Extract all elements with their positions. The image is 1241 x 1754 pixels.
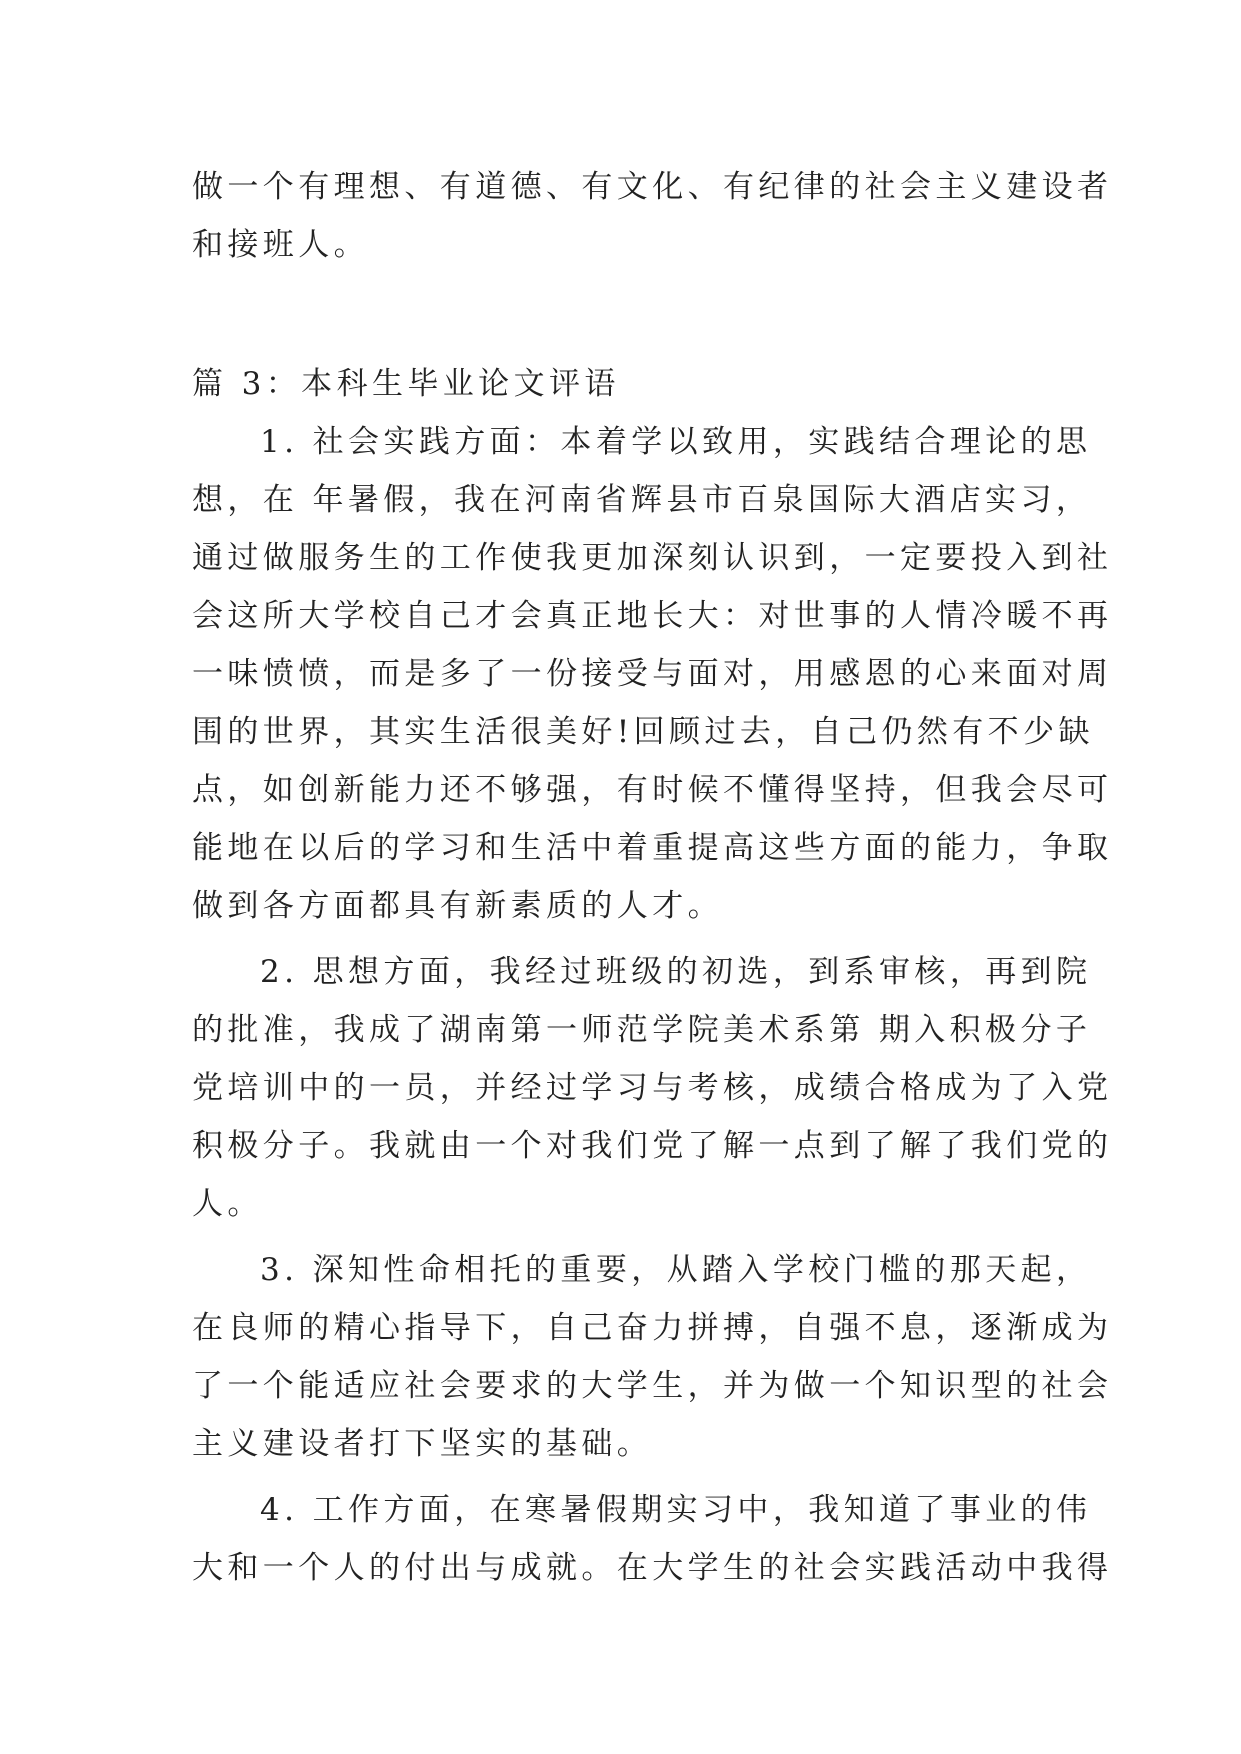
paragraph-line: 4. 工作方面，在寒暑假期实习中，我知道了事业的伟 bbox=[260, 1492, 1092, 1528]
paragraph-line: 围的世界，其实生活很美好!回顾过去，自己仍然有不少缺 bbox=[192, 714, 1094, 750]
paragraph-line: 党培训中的一员，并经过学习与考核，成绩合格成为了入党 bbox=[192, 1070, 1113, 1106]
paragraph-line: 积极分子。我就由一个对我们党了解一点到了解了我们党的 bbox=[192, 1128, 1113, 1164]
paragraph-line: 的批准，我成了湖南第一师范学院美术系第 期入积极分子 bbox=[192, 1012, 1092, 1048]
paragraph-line: 通过做服务生的工作使我更加深刻认识到，一定要投入到社 bbox=[192, 540, 1113, 576]
intro-line: 做一个有理想、有道德、有文化、有纪律的社会主义建设者 bbox=[192, 169, 1113, 205]
paragraph-3 bbox=[192, 1241, 1113, 1473]
paragraph-2 bbox=[192, 943, 1113, 1233]
paragraph-line: 想，在 年暑假，我在河南省辉县市百泉国际大酒店实习， bbox=[192, 482, 1092, 518]
paragraph-line: 1. 社会实践方面：本着学以致用，实践结合理论的思 bbox=[260, 424, 1092, 460]
paragraph-line: 一味愤愤，而是多了一份接受与面对，用感恩的心来面对周 bbox=[192, 656, 1113, 692]
paragraph-1 bbox=[192, 413, 1113, 935]
paragraph-line: 做到各方面都具有新素质的人才。 bbox=[192, 888, 723, 924]
paragraph-line: 人。 bbox=[192, 1186, 263, 1222]
paragraph-line: 3. 深知性命相托的重要，从踏入学校门槛的那天起， bbox=[260, 1252, 1092, 1288]
intro-paragraph bbox=[192, 158, 1113, 274]
paragraph-line: 了一个能适应社会要求的大学生，并为做一个知识型的社会 bbox=[192, 1368, 1113, 1404]
paragraph-line: 2. 思想方面，我经过班级的初选，到系审核，再到院 bbox=[260, 954, 1092, 990]
paragraph-line: 主义建设者打下坚实的基础。 bbox=[192, 1426, 653, 1462]
paragraph-line: 在良师的精心指导下，自己奋力拼搏，自强不息，逐渐成为 bbox=[192, 1310, 1113, 1346]
paragraph-line: 大和一个人的付出与成就。在大学生的社会实践活动中我得 bbox=[192, 1550, 1113, 1586]
document-body bbox=[192, 158, 1113, 1597]
paragraph-4 bbox=[192, 1481, 1113, 1597]
paragraph-line: 会这所大学校自己才会真正地长大：对世事的人情冷暖不再 bbox=[192, 598, 1113, 634]
intro-line: 和接班人。 bbox=[192, 227, 369, 263]
paragraph-line: 点，如创新能力还不够强，有时候不懂得坚持，但我会尽可 bbox=[192, 772, 1113, 808]
paragraph-line: 能地在以后的学习和生活中着重提高这些方面的能力，争取 bbox=[192, 830, 1113, 866]
section-title: 篇 3：本科生毕业论文评语 bbox=[192, 366, 620, 402]
